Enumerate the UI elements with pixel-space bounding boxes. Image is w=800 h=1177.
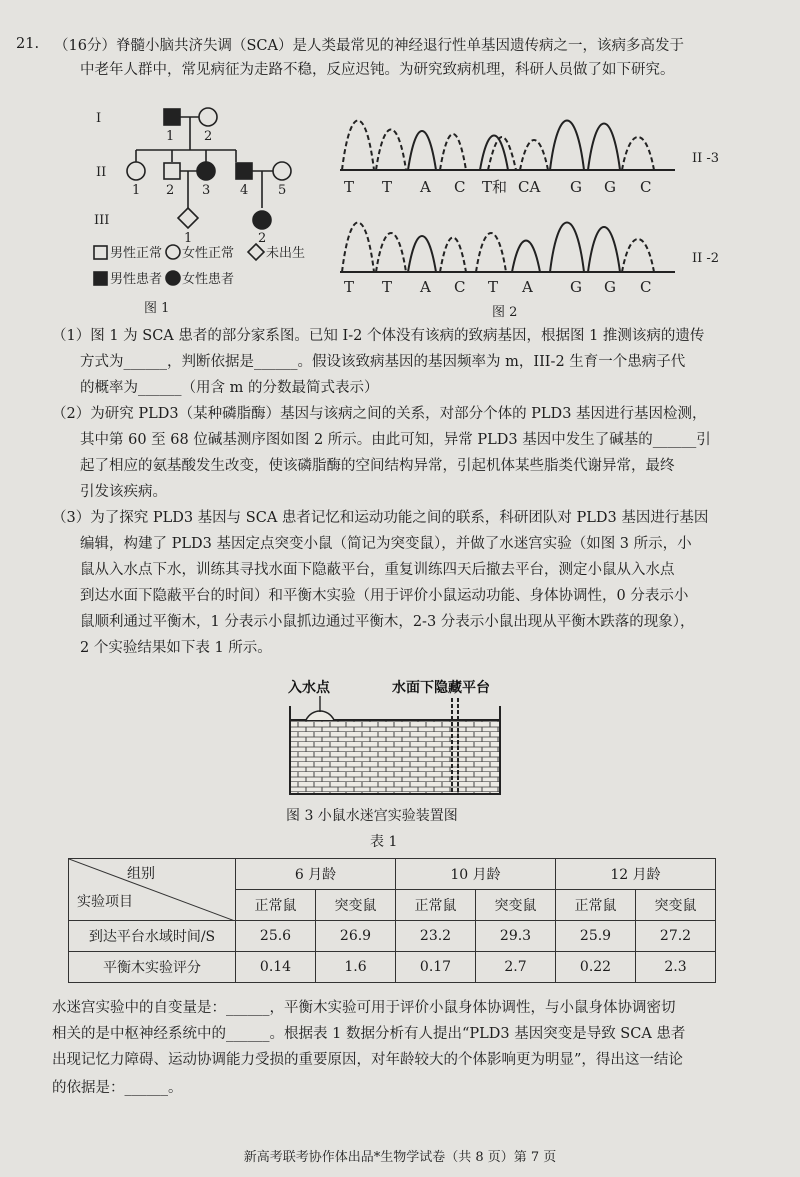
member-label: 3 <box>202 183 211 198</box>
table-row <box>69 952 716 983</box>
base-label: G <box>604 178 616 196</box>
member-label: 1 <box>166 129 175 144</box>
intro-line-1: （16分）脊髓小脑共济失调（SCA）是人类最常见的神经退行性单基因遗传病之一，该病多高发于 <box>54 38 684 54</box>
part1-line-1: （1）图 1 为 SCA 患者的部分家系图。已知 I-2 个体没有该病的致病基因，根据图 1 推测该病的遗传 <box>52 328 705 344</box>
pedigree-II-3 <box>197 162 215 180</box>
mouse-icon <box>306 711 334 720</box>
base-label: G <box>570 278 582 296</box>
table-corner-cell <box>69 859 236 921</box>
page-footer: 新高考联考协作体出品*生物学试卷（共 8 页）第 7 页 <box>243 1150 557 1165</box>
legend-male-patient: 男性患者 <box>110 272 163 287</box>
table-1 <box>68 858 716 983</box>
table-cell: 0.22 <box>556 952 636 983</box>
base-label: T <box>382 278 393 296</box>
figure1-caption: 图 1 <box>144 301 170 316</box>
pedigree-III-1 <box>178 208 198 228</box>
subcol-header: 正常鼠 <box>556 890 636 921</box>
part2-line-3: 起了相应的氨基酸发生改变，使该磷脂酶的空间结构异常，引起机体某些脂类代谢异常，最终 <box>80 458 675 474</box>
pedigree-II-4 <box>236 163 252 179</box>
part3-line-2: 编辑，构建了 PLD3 基因定点突变小鼠（简记为突变鼠），并做了水迷宫实验（如图 3 所示，小 <box>80 536 692 552</box>
table-cell: 25.6 <box>236 921 316 952</box>
part3-line-5: 鼠顺利通过平衡木，1 分表示小鼠抓边通过平衡木，2-3 分表示小鼠出现从平衡木跌落的现象）， <box>80 614 695 630</box>
subcol-header: 正常鼠 <box>396 890 476 921</box>
subcol-header: 突变鼠 <box>636 890 716 921</box>
base-label: C <box>454 278 466 296</box>
table1-title: 表 1 <box>370 834 398 850</box>
part3-line-1: （3）为了探究 PLD3 基因与 SCA 患者记忆和运动功能之间的联系，科研团队对 PLD3 基因进行基因 <box>52 510 709 526</box>
subcol-header: 正常鼠 <box>236 890 316 921</box>
part3-line-4: 到达水面下隐蔽平台的时间）和平衡木实验（用于评价小鼠运动功能、身体协调性，0 分表示小 <box>80 588 689 604</box>
table-cell: 0.14 <box>236 952 316 983</box>
base-label: C <box>640 178 652 196</box>
base-label: T <box>344 178 355 196</box>
base-label: T <box>382 178 393 196</box>
table-cell: 2.3 <box>636 952 716 983</box>
part1-line-2: 方式为______，判断依据是______。假设该致病基因的基因频率为 m，III-2 生育一个患病子代 <box>80 354 686 370</box>
group-header: 6 月龄 <box>236 859 396 890</box>
subcol-header: 突变鼠 <box>476 890 556 921</box>
table-cell: 0.17 <box>396 952 476 983</box>
pedigree-I-2 <box>199 108 217 126</box>
entry-point-label: 入水点 <box>288 680 330 696</box>
member-label: 2 <box>258 231 267 246</box>
row-label: 到达平台水域时间/S <box>69 921 236 952</box>
legend-female-patient: 女性患者 <box>182 272 235 287</box>
base-label: G <box>604 278 616 296</box>
after-table-line-1: 水迷宫实验中的自变量是：______，平衡木实验可用于评价小鼠身体协调性，与小鼠身体协调密切 <box>52 1000 676 1016</box>
table-cell: 1.6 <box>316 952 396 983</box>
pedigree-I-1 <box>164 109 180 125</box>
part2-line-2: 其中第 60 至 68 位碱基测序图如图 2 所示。由此可知，异常 PLD3 基因中发生了碱基的______引 <box>80 432 711 448</box>
pedigree-figure <box>86 100 326 320</box>
group-header: 10 月龄 <box>396 859 556 890</box>
corner-bottom-label: 实验项目 <box>77 894 133 910</box>
pedigree-II-5 <box>273 162 291 180</box>
member-label: 1 <box>184 231 193 246</box>
base-label: G <box>570 178 582 196</box>
part2-line-1: （2）为研究 PLD3（某种磷脂酶）基因与该病之间的关系，对部分个体的 PLD3 基因进行基因检测， <box>52 406 707 422</box>
member-label: 2 <box>166 183 175 198</box>
member-label: 1 <box>132 183 141 198</box>
member-label: 4 <box>240 183 249 198</box>
sample-label-top: II -3 <box>692 151 720 166</box>
table-cell: 26.9 <box>316 921 396 952</box>
base-label: A <box>522 278 533 296</box>
base-label: CA <box>518 178 541 196</box>
table-cell: 25.9 <box>556 921 636 952</box>
member-label: 2 <box>204 129 213 144</box>
part1-line-3: 的概率为______（用含 m 的分数最简式表示） <box>80 380 379 396</box>
base-label: T和 <box>482 178 508 196</box>
sequencing-figure <box>330 96 750 322</box>
gen-label-II: II <box>96 165 107 180</box>
table-cell: 2.7 <box>476 952 556 983</box>
pedigree-II-1 <box>127 162 145 180</box>
legend-male-normal: 男性正常 <box>110 246 163 261</box>
legend-unborn: 未出生 <box>266 246 306 261</box>
gen-label-III: III <box>94 213 110 228</box>
table-cell: 29.3 <box>476 921 556 952</box>
intro-line-2: 中老年人群中，常见病征为走路不稳，反应迟钝。为研究致病机理，科研人员做了如下研究。 <box>80 62 675 78</box>
base-label: C <box>640 278 652 296</box>
base-label: C <box>454 178 466 196</box>
after-table-line-4: 的依据是：______。 <box>52 1080 183 1096</box>
question-number: 21. <box>16 36 40 52</box>
table-cell: 23.2 <box>396 921 476 952</box>
pedigree-II-2 <box>164 163 180 179</box>
part3-line-3: 鼠从入水点下水，训练其寻找水面下隐蔽平台，重复训练四天后撤去平台，测定小鼠从入水点 <box>80 562 675 578</box>
platform-label: 水面下隐藏平台 <box>392 680 490 696</box>
part2-line-4: 引发该疾病。 <box>80 484 167 500</box>
figure3-caption: 图 3 小鼠水迷宫实验装置图 <box>286 808 458 824</box>
base-label: A <box>420 178 431 196</box>
member-label: 5 <box>278 183 287 198</box>
base-label: T <box>488 278 499 296</box>
sample-label-bottom: II -2 <box>692 251 720 266</box>
figure2-caption: 图 2 <box>492 305 518 320</box>
gen-label-I: I <box>96 111 102 126</box>
table-cell: 27.2 <box>636 921 716 952</box>
corner-top-label: 组别 <box>127 866 155 882</box>
base-label: A <box>420 278 431 296</box>
pedigree-III-2 <box>253 211 271 229</box>
water-maze-figure <box>280 672 520 802</box>
table-row <box>69 921 716 952</box>
base-label: T <box>344 278 355 296</box>
subcol-header: 突变鼠 <box>316 890 396 921</box>
legend-female-normal: 女性正常 <box>182 246 235 261</box>
group-header: 12 月龄 <box>556 859 716 890</box>
row-label: 平衡木实验评分 <box>69 952 236 983</box>
after-table-line-3: 出现记忆力障碍、运动协调能力受损的重要原因，对年龄较大的个体影响更为明显”，得出这一结论 <box>52 1052 683 1068</box>
after-table-line-2: 相关的是中枢神经系统中的______。根据表 1 数据分析有人提出“PLD3 基因突变是导致 SCA 患者 <box>52 1026 686 1042</box>
part3-line-6: 2 个实验结果如下表 1 所示。 <box>80 640 272 656</box>
